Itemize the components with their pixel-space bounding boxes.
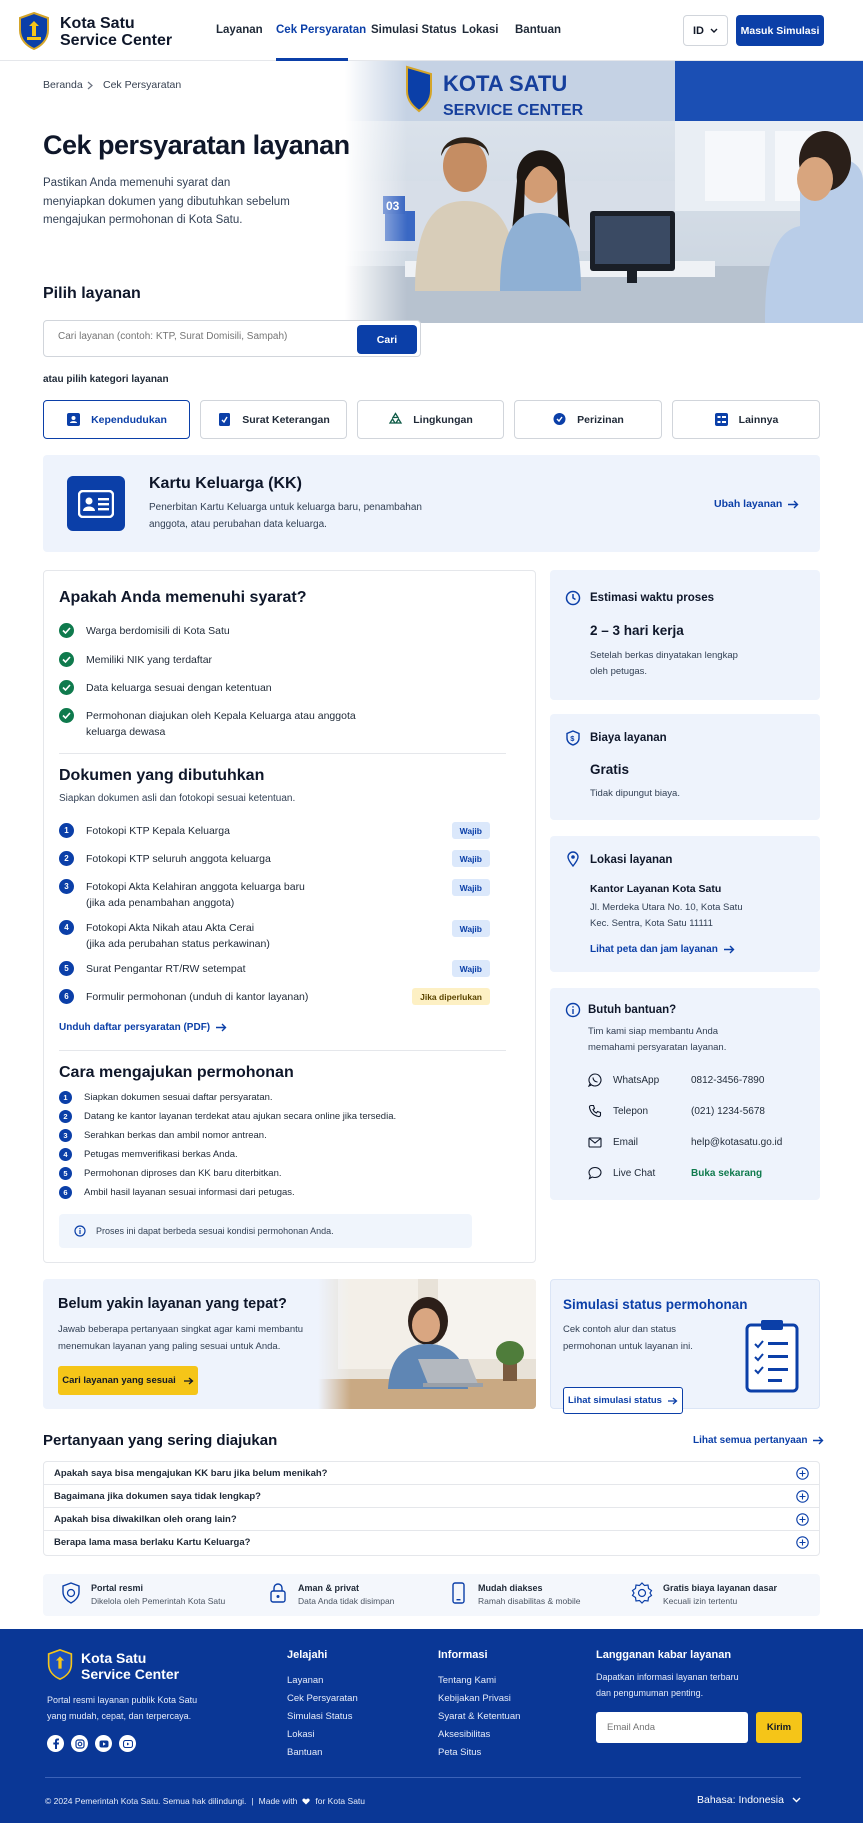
trust-item-accessible [448, 1582, 581, 1608]
newsletter-text: Dapatkan informasi layanan terbaru dan pengumuman penting. [596, 1672, 739, 1698]
faq-item[interactable] [44, 1531, 819, 1554]
trust-title: Aman & privat [298, 1583, 360, 1593]
step-number: 2 [59, 1110, 72, 1123]
trust-title: Mudah diakses [478, 1583, 543, 1593]
step-number: 4 [59, 1148, 72, 1161]
trust-item-privacy [268, 1582, 394, 1608]
site-header [0, 0, 863, 61]
simulation-heading: Simulasi status permohonan [563, 1297, 748, 1312]
step-text: Petugas memverifikasi berkas Anda. [84, 1149, 238, 1160]
category-kependudukan[interactable] [43, 400, 190, 439]
plus-circle-icon [796, 1513, 809, 1526]
category-lingkungan[interactable] [357, 400, 504, 439]
section-divider [59, 1050, 506, 1051]
page-title: Cek persyaratan layanan [43, 130, 350, 160]
office-address-line-1: Jl. Merdeka Utara No. 10, Kota Satu [590, 902, 743, 913]
chevron-down-icon [710, 28, 718, 34]
document-name: Formulir permohonan (unduh di kantor layanan) [86, 991, 309, 1003]
footer-link-bantuan[interactable]: Bantuan [287, 1747, 323, 1758]
trust-text: Dikelola oleh Pemerintah Kota Satu [91, 1596, 226, 1606]
service-description: Penerbitan Kartu Keluarga untuk keluarga baru, penambahan anggota, atau perubahan data keluarga. [149, 502, 422, 530]
footer-divider [45, 1777, 801, 1778]
faq-question: Apakah bisa diwakilkan oleh orang lain? [54, 1513, 237, 1525]
document-item [59, 851, 359, 867]
category-perizinan[interactable] [514, 400, 662, 439]
document-text [86, 823, 230, 839]
arrow-right-icon [788, 500, 799, 509]
trust-text: Ramah disabilitas & mobile [478, 1596, 581, 1606]
service-title: Kartu Keluarga (KK) [149, 475, 302, 492]
whatsapp-icon [587, 1073, 603, 1087]
id-card-icon [66, 412, 81, 427]
service-fee-card [550, 714, 820, 820]
lock-icon [268, 1582, 288, 1604]
mobile-phone-icon [448, 1582, 468, 1604]
faq-item[interactable] [44, 1462, 819, 1485]
faq-list [43, 1461, 820, 1556]
footer-link-syarat[interactable]: Syarat & Ketentuan [438, 1711, 521, 1722]
page-description: Pastikan Anda memenuhi syarat dan menyiapkan dokumen yang dibutuhkan sebelum mengajukan permohonan di Kota Satu. [43, 177, 290, 226]
view-map-link[interactable] [590, 944, 735, 955]
service-search [43, 320, 421, 357]
selected-service-card [43, 455, 820, 552]
eligibility-item [59, 623, 379, 639]
shield-icon [61, 1582, 81, 1604]
eligibility-heading: Apakah Anda memenuhi syarat? [59, 589, 307, 606]
nav-cek-persyaratan[interactable]: Cek Persyaratan [276, 24, 367, 36]
document-name: Fotokopi KTP Kepala Keluarga [86, 825, 230, 837]
footer-link-lokasi[interactable]: Lokasi [287, 1729, 315, 1740]
check-circle-icon [59, 680, 74, 695]
plus-circle-icon [796, 1536, 809, 1549]
arrow-right-icon [668, 1397, 678, 1405]
view-simulation-label: Lihat simulasi status [568, 1395, 662, 1406]
view-simulation-button[interactable] [563, 1387, 683, 1414]
service-finder-banner [43, 1279, 536, 1409]
map-pin-icon [565, 851, 581, 867]
clipboard-checklist-icon [744, 1318, 800, 1394]
service-fee-heading: Biaya layanan [590, 732, 667, 744]
instagram-icon[interactable] [71, 1735, 88, 1752]
woman-laptop-photo [318, 1279, 536, 1409]
document-icon [217, 412, 232, 427]
facebook-icon[interactable] [47, 1735, 64, 1752]
document-name: Fotokopi Akta Kelahiran anggota keluarga baru [86, 881, 305, 893]
contact-live-chat[interactable] [587, 1166, 762, 1180]
footer-link-cek-persyaratan[interactable]: Cek Persyaratan [287, 1693, 358, 1704]
footer-language-select[interactable] [697, 1794, 801, 1806]
office-address-line-2: Kec. Sentra, Kota Satu 11111 [590, 918, 713, 929]
step-number: 2 [59, 851, 74, 866]
separator: | [251, 1796, 254, 1806]
step-number: 1 [59, 823, 74, 838]
brand-name[interactable] [60, 15, 172, 49]
document-note: (jika ada perubahan status perkawinan) [86, 938, 270, 950]
required-badge: Wajib [452, 822, 490, 839]
document-item [59, 989, 359, 1005]
faq-heading: Pertanyaan yang sering diajukan [43, 1432, 278, 1449]
contact-label: Email [613, 1136, 639, 1148]
procedure-step [59, 1091, 273, 1105]
view-map-label: Lihat peta dan jam layanan [590, 944, 718, 955]
required-badge: Wajib [452, 960, 490, 977]
procedure-step [59, 1186, 295, 1200]
simulation-text: Cek contoh alur dan status permohonan untuk layanan ini. [563, 1324, 693, 1352]
trust-item-official [61, 1582, 225, 1608]
info-icon [74, 1225, 86, 1237]
download-requirements-link[interactable] [59, 1022, 227, 1033]
step-number: 3 [59, 879, 74, 894]
change-service-label: Ubah layanan [714, 498, 783, 510]
documents-heading: Dokumen yang dibutuhkan [59, 767, 265, 784]
footer-link-layanan[interactable]: Layanan [287, 1675, 324, 1686]
footer-link-privasi[interactable]: Kebijakan Privasi [438, 1693, 511, 1704]
newsletter-email-input[interactable] [596, 1712, 748, 1743]
trust-title: Portal resmi [91, 1583, 144, 1593]
youtube-icon[interactable] [95, 1735, 112, 1752]
plus-circle-icon [796, 1490, 809, 1503]
category-label-text: Surat Keterangan [242, 413, 330, 426]
footer-link-tentang[interactable]: Tentang Kami [438, 1675, 497, 1686]
check-circle-icon [59, 652, 74, 667]
step-text: Serahkan berkas dan ambil nomor antrean. [84, 1130, 267, 1141]
chevron-right-icon [87, 81, 93, 90]
see-all-faq-link[interactable] [693, 1435, 824, 1446]
step-number: 6 [59, 989, 74, 1004]
procedure-heading: Cara mengajukan permohonan [59, 1064, 294, 1081]
nav-active-indicator [276, 58, 348, 61]
processing-time-text: Setelah berkas dinyatakan lengkap oleh petugas. [590, 650, 738, 677]
processing-time-heading: Estimasi waktu proses [590, 592, 714, 604]
contact-email[interactable] [587, 1135, 782, 1149]
footer-info-heading: Informasi [438, 1649, 488, 1661]
footer-city-logo-icon [47, 1648, 73, 1681]
footer-link-peta-situs[interactable]: Peta Situs [438, 1747, 482, 1758]
nav-simulasi-status[interactable]: Simulasi Status [371, 24, 457, 36]
hero-photo [345, 61, 863, 323]
download-link-label: Unduh daftar persyaratan (PDF) [59, 1022, 211, 1033]
copyright-text: © 2024 Pemerintah Kota Satu. Semua hak dilindungi. [45, 1796, 247, 1806]
svg-text:$: $ [570, 734, 575, 743]
optional-badge: Jika diperlukan [412, 988, 490, 1005]
footer-brand-line-2: Service Center [81, 1666, 180, 1682]
category-label-text: Perizinan [577, 413, 624, 426]
language-select[interactable] [683, 15, 728, 46]
service-fee-text: Tidak dipungut biaya. [590, 788, 680, 799]
service-search-input[interactable] [58, 331, 338, 342]
site-footer [0, 1629, 863, 1823]
faq-question: Berapa lama masa berlaku Kartu Keluarga? [54, 1537, 251, 1548]
footer-description: Portal resmi layanan publik Kota Satu yang mudah, cepat, dan terpercaya. [47, 1695, 198, 1721]
step-text: Siapkan dokumen sesuai daftar persyaratan. [84, 1092, 273, 1103]
procedure-step [59, 1148, 238, 1162]
step-text: Permohonan diproses dan KK baru diterbitkan. [84, 1168, 282, 1179]
service-fee-value: Gratis [590, 762, 630, 777]
made-with-suffix: for Kota Satu [315, 1796, 366, 1806]
change-service-link[interactable] [714, 498, 799, 510]
contact-value: (021) 1234-5678 [691, 1105, 765, 1117]
document-item [59, 961, 359, 977]
trust-title: Gratis biaya layanan dasar [663, 1583, 778, 1593]
step-text: Ambil hasil layanan sesuai informasi dari petugas. [84, 1187, 295, 1198]
nav-lokasi[interactable]: Lokasi [462, 24, 499, 36]
clock-icon [565, 590, 581, 606]
document-note: (jika ada penambahan anggota) [86, 897, 235, 909]
step-number: 1 [59, 1091, 72, 1104]
chevron-down-icon [792, 1797, 801, 1803]
language-code: ID [693, 24, 704, 37]
faq-question: Bagaimana jika dokumen saya tidak lengkap? [54, 1490, 261, 1502]
category-surat-keterangan[interactable] [200, 400, 347, 439]
heart-icon [302, 1798, 310, 1805]
document-name: Fotokopi KTP seluruh anggota keluarga [86, 853, 271, 865]
step-number: 6 [59, 1186, 72, 1199]
money-shield-icon [565, 730, 581, 746]
trust-text: Data Anda tidak disimpan [298, 1596, 395, 1606]
footer-language-label: Bahasa: Indonesia [697, 1794, 784, 1806]
breadcrumb-home[interactable]: Beranda [43, 79, 83, 91]
finder-heading: Belum yakin layanan yang tepat? [58, 1296, 287, 1312]
finder-text: Jawab beberapa pertanyaan singkat agar kami membantu menemukan layanan yang paling sesuai untuk Anda. [58, 1324, 304, 1352]
contact-value: Buka sekarang [691, 1167, 763, 1179]
arrow-right-icon [724, 945, 735, 954]
permit-seal-icon [552, 412, 567, 427]
footer-brand [81, 1650, 179, 1682]
trust-bar [43, 1574, 820, 1616]
brand-line-2: Service Center [60, 32, 173, 49]
arrow-right-icon [813, 1436, 824, 1445]
contact-label: WhatsApp [613, 1074, 660, 1086]
recycle-icon [388, 412, 403, 427]
eligibility-text: Memiliki NIK yang terdaftar [86, 654, 213, 666]
help-card [550, 988, 820, 1200]
made-with-prefix: Made with [258, 1796, 298, 1806]
processing-time-value: 2 – 3 hari kerja [590, 623, 684, 638]
processing-time-card [550, 570, 820, 700]
choose-service-heading: Pilih layanan [43, 285, 141, 302]
trust-text: Kecuali izin tertentu [663, 1596, 738, 1606]
procedure-step [59, 1167, 282, 1181]
section-divider [59, 753, 506, 754]
breadcrumb-current: Cek Persyaratan [103, 79, 182, 91]
procedure-step [59, 1129, 267, 1143]
eligibility-text: Warga berdomisili di Kota Satu [86, 625, 230, 637]
mail-icon [587, 1135, 603, 1149]
trust-item-free [631, 1582, 777, 1608]
contact-value: 0812-3456-7890 [691, 1074, 765, 1086]
video-channel-icon[interactable] [119, 1735, 136, 1752]
document-item [59, 879, 359, 911]
info-icon [565, 1002, 581, 1018]
find-service-button[interactable] [58, 1366, 198, 1395]
eligibility-item [59, 708, 379, 740]
location-heading: Lokasi layanan [590, 854, 673, 866]
badge-seal-icon [631, 1582, 653, 1604]
grid-icon [714, 412, 729, 427]
footer-explore-heading: Jelajahi [287, 1649, 328, 1661]
footer-brand-line-1: Kota Satu [81, 1650, 147, 1666]
chat-bubble-icon [587, 1166, 603, 1180]
office-name: Kantor Layanan Kota Satu [590, 883, 722, 895]
step-number: 3 [59, 1129, 72, 1142]
nav-bantuan[interactable]: Bantuan [515, 24, 561, 36]
procedure-note-text: Proses ini dapat berbeda sesuai kondisi permohonan Anda. [96, 1226, 334, 1236]
newsletter-send-button[interactable]: Kirim [756, 1712, 802, 1743]
category-label: atau pilih kategori layanan [43, 374, 169, 385]
family-card-icon [67, 476, 125, 531]
procedure-step [59, 1110, 396, 1124]
find-service-label: Cari layanan yang sesuai [62, 1375, 176, 1386]
footer-copyright-row [45, 1796, 365, 1806]
contact-whatsapp[interactable] [587, 1073, 764, 1087]
contact-value: help@kotasatu.go.id [691, 1136, 783, 1148]
required-badge: Wajib [452, 879, 490, 896]
category-lainnya[interactable] [672, 400, 820, 439]
eligibility-text: Data keluarga sesuai dengan ketentuan [86, 682, 272, 694]
contact-label: Live Chat [613, 1167, 656, 1179]
city-logo-icon[interactable] [18, 12, 50, 50]
document-name: Surat Pengantar RT/RW setempat [86, 963, 246, 975]
arrow-right-icon [184, 1377, 194, 1385]
arrow-right-icon [216, 1023, 227, 1032]
check-circle-icon [59, 708, 74, 723]
login-simulation-button[interactable]: Masuk Simulasi [736, 15, 824, 46]
plus-circle-icon [796, 1467, 809, 1480]
service-location-card [550, 836, 820, 972]
nav-layanan[interactable]: Layanan [216, 24, 263, 36]
eligibility-item [59, 652, 379, 668]
category-label-text: Lingkungan [413, 413, 473, 426]
required-badge: Wajib [452, 920, 490, 937]
newsletter-heading: Langganan kabar layanan [596, 1649, 732, 1661]
category-label-text: Lainnya [738, 413, 779, 426]
footer-link-aksesibilitas[interactable]: Aksesibilitas [438, 1729, 491, 1740]
requirements-card [43, 570, 536, 1263]
footer-link-simulasi-status[interactable]: Simulasi Status [287, 1711, 353, 1722]
step-number: 5 [59, 1167, 72, 1180]
brand-line-1: Kota Satu [60, 15, 135, 32]
step-number: 4 [59, 920, 74, 935]
contact-phone[interactable] [587, 1104, 765, 1118]
faq-item[interactable] [44, 1485, 819, 1508]
faq-item[interactable] [44, 1508, 819, 1531]
search-button[interactable]: Cari [357, 325, 417, 354]
contact-label: Telepon [613, 1105, 649, 1117]
document-item [59, 823, 359, 839]
document-item [59, 920, 359, 952]
procedure-note [59, 1214, 472, 1248]
help-heading: Butuh bantuan? [588, 1004, 677, 1016]
document-name: Fotokopi Akta Nikah atau Akta Cerai [86, 922, 255, 934]
phone-icon [587, 1104, 603, 1118]
status-simulation-banner [550, 1279, 820, 1409]
documents-subheading: Siapkan dokumen asli dan fotokopi sesuai ketentuan. [59, 793, 296, 804]
eligibility-item [59, 680, 379, 696]
see-all-faq-label: Lihat semua pertanyaan [693, 1435, 808, 1446]
category-label-text: Kependudukan [91, 413, 167, 426]
required-badge: Wajib [452, 850, 490, 867]
step-text: Datang ke kantor layanan terdekat atau ajukan secara online jika tersedia. [84, 1111, 397, 1122]
eligibility-text: Permohonan diajukan oleh Kepala Keluarga atau anggota keluarga dewasa [86, 710, 356, 738]
check-circle-icon [59, 623, 74, 638]
help-text: Tim kami siap membantu Anda memahami persyaratan layanan. [588, 1026, 727, 1053]
faq-question: Apakah saya bisa mengajukan KK baru jika belum menikah? [54, 1467, 328, 1479]
step-number: 5 [59, 961, 74, 976]
